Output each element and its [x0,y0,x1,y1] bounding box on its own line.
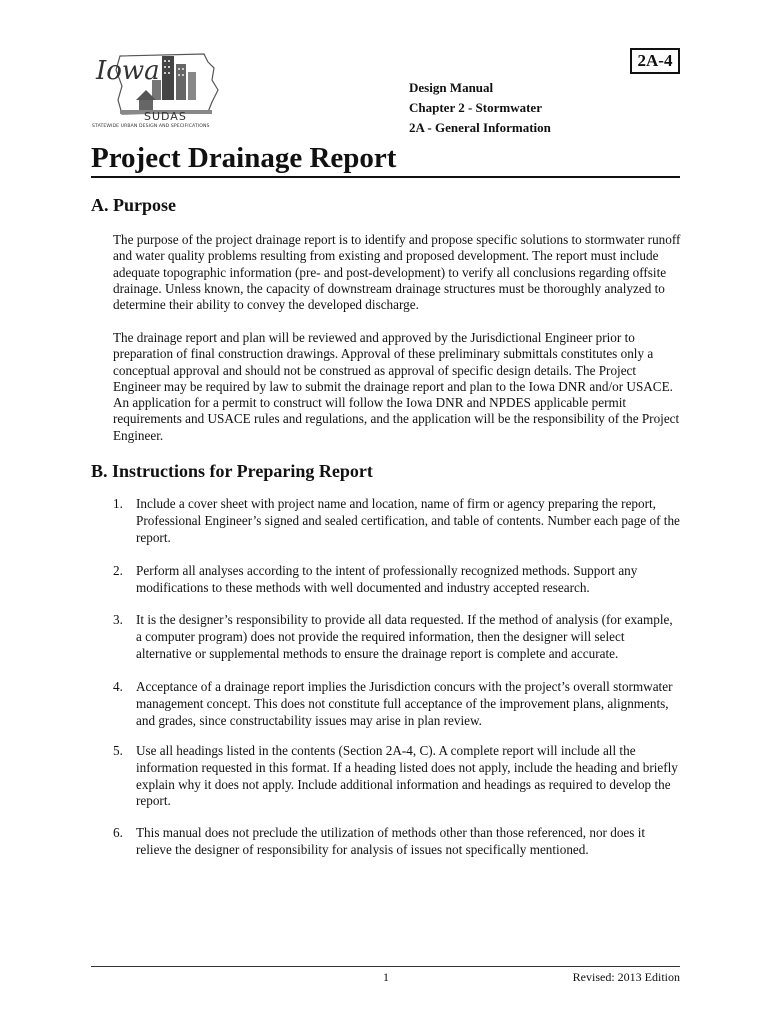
list-item [113,612,681,662]
list-item [113,563,681,597]
manual-name: Design Manual [409,80,494,95]
chapter-name: Chapter 2 - Stormwater [409,100,542,115]
purpose-paragraph: The purpose of the project drainage report is to identify and propose specific solutions to stormwater runoff and water quality problems resulting from existing and proposed development. The report must include adequate topographic information (pre- and post-development) to verify all conclusions regarding offsite drainage. Unless known, the capacity of downstream drainage structures must be thoroughly analyzed to determine their ability to convey the developed discharge. [113,232,681,313]
list-item-number: 4. [113,679,123,694]
page-number: 1 [383,970,389,984]
list-item-number: 5. [113,743,123,758]
section-heading-purpose: A. Purpose [91,195,176,215]
list-item-text: Include a cover sheet with project name and location, name of firm or agency preparing the report, Professional Engineer’s signed and sealed certification, and table of contents. Number each page of the report. [136,496,680,545]
list-item-text: Acceptance of a drainage report implies the Jurisdiction concurs with the project’s overall stormwater management concept. This does not constitute full acceptance of the improvement plans, alignments, and grades, since constructability issues may arise in plan review. [136,679,673,728]
list-item [113,743,681,810]
iowa-sudas-logo [92,50,242,132]
list-item [113,496,681,546]
logo-name: SUDAS [144,110,187,123]
list-item [113,679,681,729]
logo-tagline: STATEWIDE URBAN DESIGN AND SPECIFICATIONS [92,124,210,129]
list-item-text: This manual does not preclude the utilization of methods other than those referenced, nor does it relieve the designer of responsibility for analysis of issues not specifically mentioned. [136,825,646,857]
logo-word: Iowa [96,56,160,86]
list-item-text: Use all headings listed in the contents (Section 2A-4, C). A complete report will include all the information requested in this format. If a heading listed does not apply, include the heading and briefly explain why it does not apply. Include additional information and headings as required to develop the report. [136,743,678,809]
page-title: Project Drainage Report [91,142,397,174]
list-item-number: 2. [113,563,123,578]
section-heading-instructions: B. Instructions for Preparing Report [91,461,373,481]
list-item-text: Perform all analyses according to the intent of professionally recognized methods. Support any modifications to these methods with well documented and industry accepted research. [136,563,638,595]
header-info [409,78,551,138]
document-id-box: 2A-4 [630,48,680,74]
revision-note: Revised: 2013 Edition [572,970,680,984]
purpose-paragraph: The drainage report and plan will be reviewed and approved by the Jurisdictional Engineer prior to preparation of final construction drawings. Approval of these preliminary submittals constitutes only a conceptual approval and should not be construed as approval of specific design details. The Project Engineer may be required by law to submit the drainage report and plan to the Iowa DNR and/or USACE. An application for a permit to construct will follow the Iowa DNR and NPDES applicable permit requirements and USACE rules and regulations, and the application will be the responsibility of the Project Engineer. [113,330,680,443]
section-name: 2A - General Information [409,120,551,135]
list-item-text: It is the designer’s responsibility to provide all data requested. If the method of analysis (for example, a computer program) does not provide the required information, then the designer will select alternative or supplemental methods to ensure the drainage report is complete and accurate. [136,612,673,661]
list-item-number: 1. [113,496,123,511]
list-item-number: 6. [113,825,123,840]
title-divider [91,176,680,178]
list-item [113,825,681,859]
list-item-number: 3. [113,612,123,627]
footer-divider [91,966,680,967]
